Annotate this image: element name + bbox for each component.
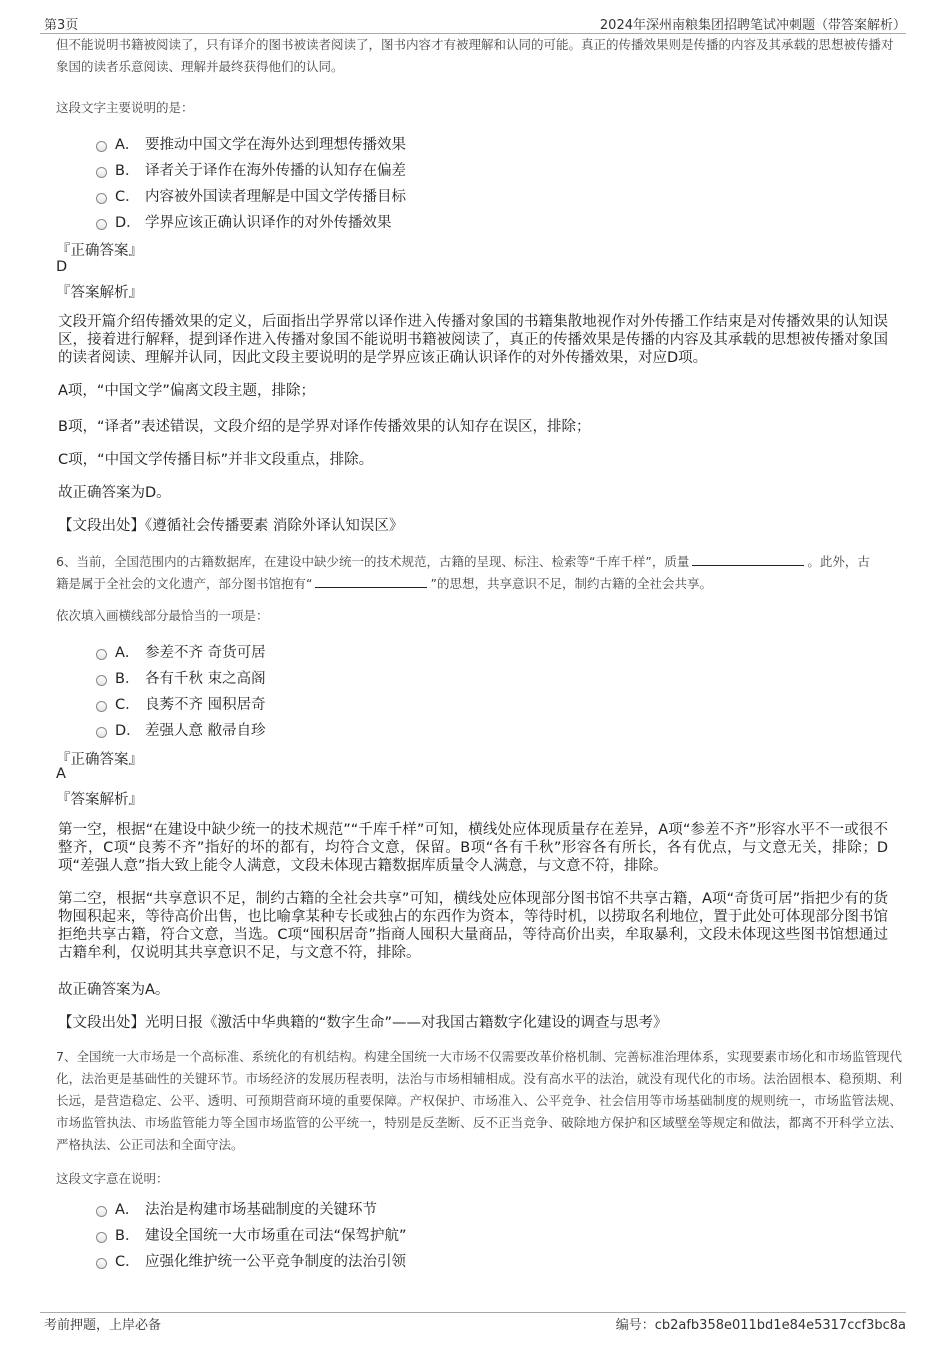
q5-answer-label: 『正确答案』 (56, 243, 143, 259)
fill-blank (692, 553, 804, 566)
option-q5-3[interactable] (96, 211, 392, 231)
q5-passage: 但不能说明书籍被阅读了，只有译介的图书被读者阅读了，图书内容才有被理解和认同的可能。真正的传播效果则是传播的内容及其承载的思想被传播对象国的读者乐意阅读、理解并最终获得他们的认同。 (56, 37, 894, 74)
option-q6-1[interactable] (96, 667, 266, 687)
option-letter: A． (115, 644, 140, 661)
option-letter: D． (115, 722, 141, 739)
q5-analysis-label: 『答案解析』 (56, 285, 143, 301)
option-q6-2[interactable] (96, 693, 266, 713)
option-text: 内容被外国读者理解是中国文学传播目标 (145, 188, 406, 205)
option-text: 法治是构建市场基础制度的关键环节 (145, 1201, 377, 1218)
q6-stem-text: 籍是属于全社会的文化遗产，部分图书馆抱有“ (56, 576, 313, 591)
option-letter: C． (115, 188, 140, 205)
document-id: 编号：cb2afb358e011bd1e84e5317ccf3bc8a (615, 1318, 906, 1333)
option-q6-0[interactable] (96, 641, 266, 661)
q5-analysis-para: A项，“中国文学”偏离文段主题，排除； (58, 383, 315, 399)
q7-prompt: 这段文字意在说明： (56, 1171, 169, 1186)
q6-analysis-label: 『答案解析』 (56, 792, 143, 808)
q6-source: 【文段出处】光明日报《激活中华典籍的“数字生命”——对我国古籍数字化建设的调查与思考》 (58, 1015, 668, 1031)
option-q5-0[interactable] (96, 133, 406, 153)
option-text: 参差不齐 奇货可居 (145, 644, 266, 661)
option-q6-3[interactable] (96, 719, 266, 739)
q6-analysis-para: 第一空，根据“在建设中缺少统一的技术规范”“千库千样”可知，横线处应体现质量存在差异，A项“参差不齐”形容水平不一或很不整齐，C项“良莠不齐”指好的坏的都有，均符合文意，保留。B项“各有千秋”形容各有所长，各有优点，与文意无关，排除；D项“差强人意”指大致上能令人满意，文段未体现古籍数据库质量令人满意，与文意不符，排除。 (58, 822, 888, 874)
q6-analysis-para: 第二空，根据“共享意识不足，制约古籍的全社会共享”可知，横线处应体现部分图书馆不共享古籍，A项“奇货可居”指把少有的货物囤积起来，等待高价出售，也比喻拿某种专长或独占的东西作为资本，等待时机，以捞取名利地位，置于此处可体现部分图书馆拒绝共享古籍，符合文意，当选。C项“囤积居奇”指商人囤积大量商品，等待高价出卖，牟取暴利，文段未体现这些图书馆想通过古籍牟利，仅说明其共享意识不足，与文意不符，排除。 (58, 891, 888, 961)
footer-slogan: 考前押题，上岸必备 (44, 1318, 162, 1333)
q5-analysis-para: C项，“中国文学传播目标”并非文段重点，排除。 (58, 452, 374, 468)
document-title: 2024年深州南粮集团招聘笔试冲刺题（带答案解析） (599, 18, 906, 33)
q5-source: 【文段出处】《遵循社会传播要素 消除外译认知误区》 (58, 518, 404, 534)
option-text: 差强人意 敝帚自珍 (145, 722, 266, 739)
radio-icon[interactable] (96, 727, 107, 738)
radio-icon[interactable] (96, 1232, 107, 1243)
q5-answer: D (56, 259, 68, 275)
option-text: 译者关于译作在海外传播的认知存在偏差 (145, 162, 406, 179)
radio-icon[interactable] (96, 675, 107, 686)
q6-stem (56, 551, 902, 595)
q6-stem-text: 6、当前，全国范围内的古籍数据库，在建设中缺少统一的技术规范，古籍的呈现、标注、检索等“千库千样”，质量 (56, 554, 690, 569)
page-number: 第3页 (44, 18, 79, 33)
q6-prompt: 依次填入画横线部分最恰当的一项是： (56, 608, 269, 623)
q7-stem: 7、全国统一大市场是一个高标准、系统化的有机结构。构建全国统一大市场不仅需要改革价格机制、完善标准治理体系，实现要素市场化和市场监管现代化，法治更是基础性的关键环节。市场经济的发展历程表明，法治与市场相辅相成。没有高水平的法治，就没有现代化的市场。法治固根本、稳预期、利长远，是营造稳定、公平、透明、可预期营商环境的重要保障。产权保护、市场准入、公平竞争、社会信用等市场基础制度的规则统一，市场监管法规、市场监管执法、市场监管能力等全国市场监管的公平统一，特别是反垄断、反不正当竞争、破除地方保护和区域壁垒等规定和做法，都离不开科学立法、严格执法、公正司法和全面守法。 (56, 1049, 902, 1152)
q5-prompt: 这段文字主要说明的是： (56, 100, 194, 115)
radio-icon[interactable] (96, 167, 107, 178)
radio-icon[interactable] (96, 701, 107, 712)
q6-analysis-para: 故正确答案为A。 (58, 982, 170, 998)
option-q7-0[interactable] (96, 1198, 377, 1218)
q5-analysis-para: B项，“译者”表述错误，文段介绍的是学界对译作传播效果的认知存在误区，排除； (58, 419, 591, 435)
radio-icon[interactable] (96, 219, 107, 230)
footer-divider (40, 1312, 906, 1313)
fill-blank (315, 575, 427, 588)
option-letter: A． (115, 136, 140, 153)
option-letter: C． (115, 1253, 140, 1270)
radio-icon[interactable] (96, 1206, 107, 1217)
q5-analysis-para: 故正确答案为D。 (58, 485, 171, 501)
option-q5-1[interactable] (96, 159, 406, 179)
option-letter: B． (115, 1227, 140, 1244)
option-letter: B． (115, 162, 140, 179)
option-text: 要推动中国文学在海外达到理想传播效果 (145, 136, 406, 153)
option-letter: B． (115, 670, 140, 687)
option-text: 应强化维护统一公平竞争制度的法治引领 (145, 1253, 406, 1270)
radio-icon[interactable] (96, 1258, 107, 1269)
radio-icon[interactable] (96, 193, 107, 204)
q5-analysis-para: 文段开篇介绍传播效果的定义，后面指出学界常以译作进入传播对象国的书籍集散地视作对外传播工作结束是对传播效果的认知误区，接着进行解释，提到译作进入传播对象国不能说明书籍被阅读了，真正的传播效果是传播的内容及其承载的思想被传播对象国的读者阅读、理解并认同，因此文段主要说明的是学界应该正确认识译作的对外传播效果，对应D项。 (58, 314, 888, 366)
q6-stem-text: ”的思想，共享意识不足，制约古籍的全社会共享。 (430, 576, 712, 591)
radio-icon[interactable] (96, 141, 107, 152)
option-text: 良莠不齐 囤积居奇 (145, 696, 266, 713)
option-q7-2[interactable] (96, 1250, 406, 1270)
option-letter: C． (115, 696, 140, 713)
option-q5-2[interactable] (96, 185, 406, 205)
option-text: 建设全国统一大市场重在司法“保驾护航” (145, 1227, 407, 1244)
option-q7-1[interactable] (96, 1224, 407, 1244)
option-text: 学界应该正确认识译作的对外传播效果 (145, 214, 392, 231)
q6-answer: A (56, 766, 66, 782)
option-letter: A． (115, 1201, 140, 1218)
q6-answer-label: 『正确答案』 (56, 752, 143, 768)
option-text: 各有千秋 束之高阁 (145, 670, 266, 687)
option-letter: D． (115, 214, 141, 231)
radio-icon[interactable] (96, 649, 107, 660)
q6-stem-text: 。此外，古 (807, 554, 870, 569)
